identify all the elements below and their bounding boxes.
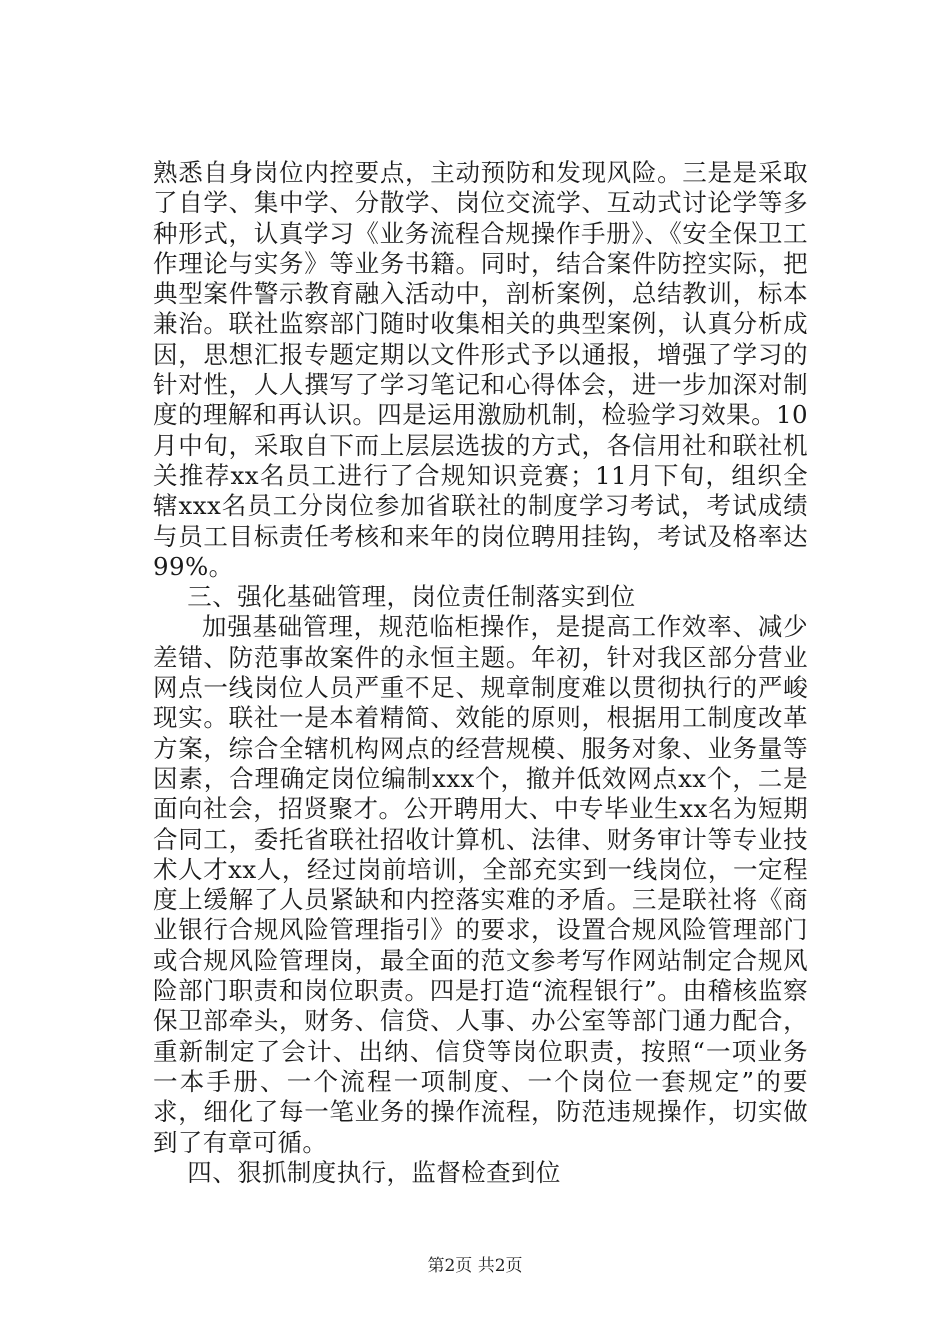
paragraph-section-3: 加强基础管理，规范临柜操作，是提高工作效率、减少差错、防范事故案件的永恒主题。年初，针对我区部分营业网点一线岗位人员严重不足、规章制度难以贯彻执行的严峻现实。联社一是本着精简、效能的原则，根据用工制度改革方案，综合全辖机构网点的经营规模、服务对象、业务量等因素，合理确定岗位编制xxx个，撤并低效网点xx个，二是面向社会，招贤聚才。公开聘用大、中专毕业生xx名为短期合同工，委托省联社招收计算机、法律、财务审计等专业技术人才xx人，经过岗前培训，全部充实到一线岗位，一定程度上缓解了人员紧缺和内控落实难的矛盾。三是联社将《商业银行合规风险管理指引》的要求，设置合规风险管理部门或合规风险管理岗，最全面的范文参考写作网站制定合规风险部门职责和岗位职责。四是打造“流程银行”。由稽核监察保卫部牵头，财务、信贷、人事、办公室等部门通力配合，重新制定了会计、出纳、信贷等岗位职责，按照“一项业务一本手册、一个流程一项制度、一个岗位一套规定”的要求，细化了每一笔业务的操作流程，防范违规操作，切实做到了有章可循。	[153, 612, 808, 1157]
section-heading-3: 三、强化基础管理，岗位责任制落实到位	[187, 582, 636, 612]
section-heading-4: 四、狠抓制度执行，监督检查到位	[187, 1157, 561, 1187]
paragraph-continued: 熟悉自身岗位内控要点，主动预防和发现风险。三是是采取了自学、集中学、分散学、岗位交流学、互动式讨论学等多种形式，认真学习《业务流程合规操作手册》、《安全保卫工作理论与实务》等业务书籍。同时，结合案件防控实际，把典型案件警示教育融入活动中，剖析案例，总结教训，标本兼治。联社监察部门随时收集相关的典型案例，认真分析成因，思想汇报专题定期以文件形式予以通报，增强了学习的针对性，人人撰写了学习笔记和心得体会，进一步加深对制度的理解和再认识。四是运用激励机制，检验学习效果。10月中旬，采取自下而上层层选拔的方式，各信用社和联社机关推荐xx名员工进行了合规知识竞赛；11月下旬，组织全辖xxx名员工分岗位参加省联社的制度学习考试，考试成绩与员工目标责任考核和来年的岗位聘用挂钩，考试及格率达99%。	[153, 158, 808, 581]
document-body	[153, 158, 808, 1188]
page-footer: 第2页 共2页	[427, 1256, 523, 1276]
